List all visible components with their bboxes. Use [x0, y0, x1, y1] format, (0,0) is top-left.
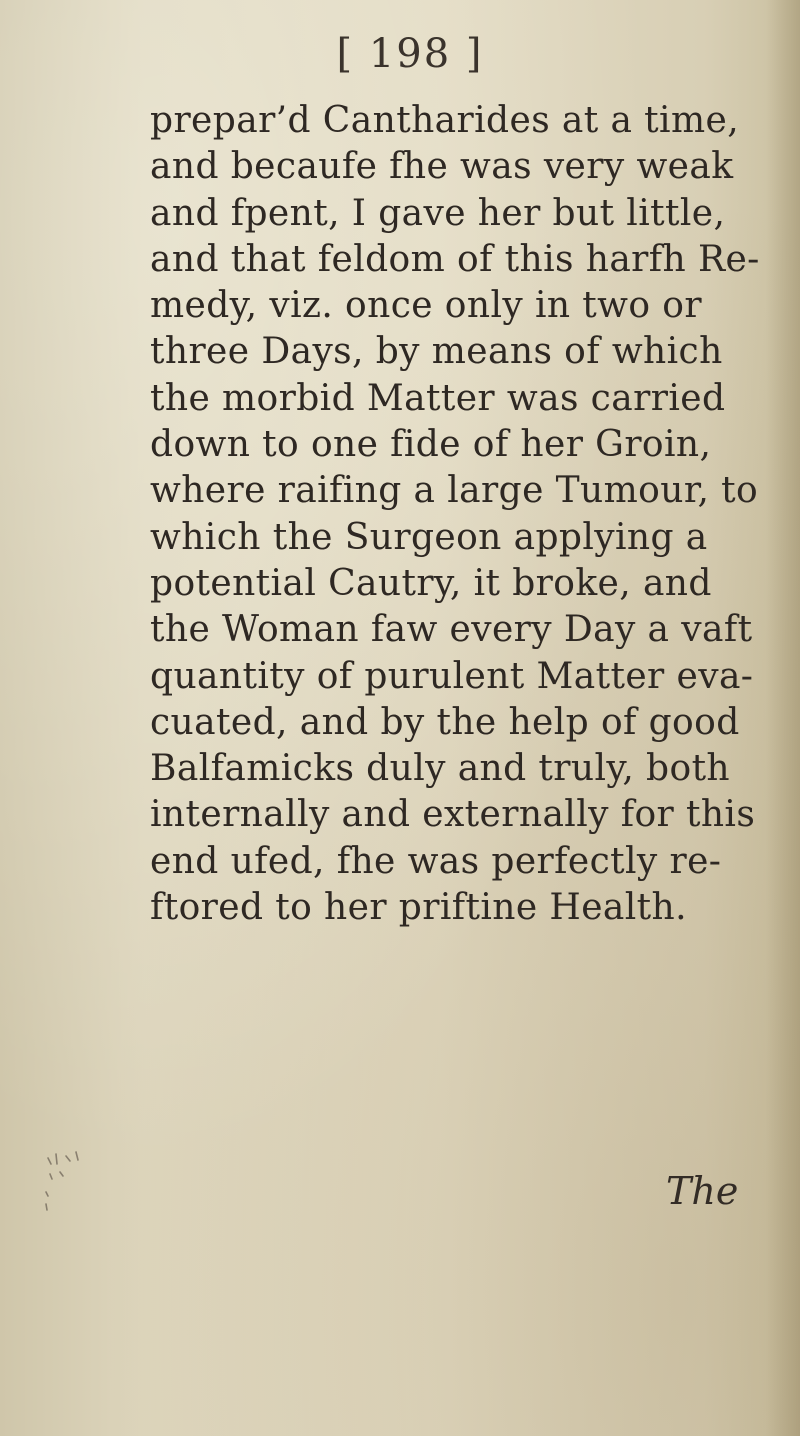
- text-line: and fpent, I gave her but little,: [150, 192, 726, 234]
- catchword: The: [666, 1169, 739, 1213]
- margin-ink-marks: [40, 1148, 100, 1218]
- text-line: potential Cautry, it broke, and: [150, 562, 712, 604]
- text-line: three Days, by means of which: [150, 331, 723, 373]
- page-edge-shadow: [766, 0, 800, 1436]
- text-line: prepar’d Cantharides at a time,: [150, 100, 740, 141]
- text-line: ftored to her priftine Health.: [150, 887, 687, 929]
- text-line: which the Surgeon applying a: [150, 516, 708, 558]
- text-line: cuated, and by the help of good: [150, 701, 740, 743]
- text-line: internally and externally for this: [150, 794, 756, 836]
- text-line: the morbid Matter was carried: [150, 377, 726, 419]
- page-number: [ 198 ]: [336, 31, 484, 77]
- text-line: the Woman faw every Day a vaft: [150, 609, 753, 651]
- text-line: end ufed, fhe was perfectly re-: [150, 840, 722, 882]
- text-line: Balfamicks duly and truly, both: [150, 748, 731, 790]
- text-line: where raifing a large Tumour, to: [150, 470, 759, 512]
- text-line: and becaufe fhe was very weak: [150, 146, 734, 188]
- text-line: medy, viz. once only in two or: [150, 285, 702, 327]
- text-line: and that feldom of this harfh Re-: [150, 238, 760, 280]
- text-line: quantity of purulent Matter eva-: [150, 655, 754, 697]
- body-text: [150, 98, 770, 931]
- text-line: down to one fide of her Groin,: [150, 424, 712, 466]
